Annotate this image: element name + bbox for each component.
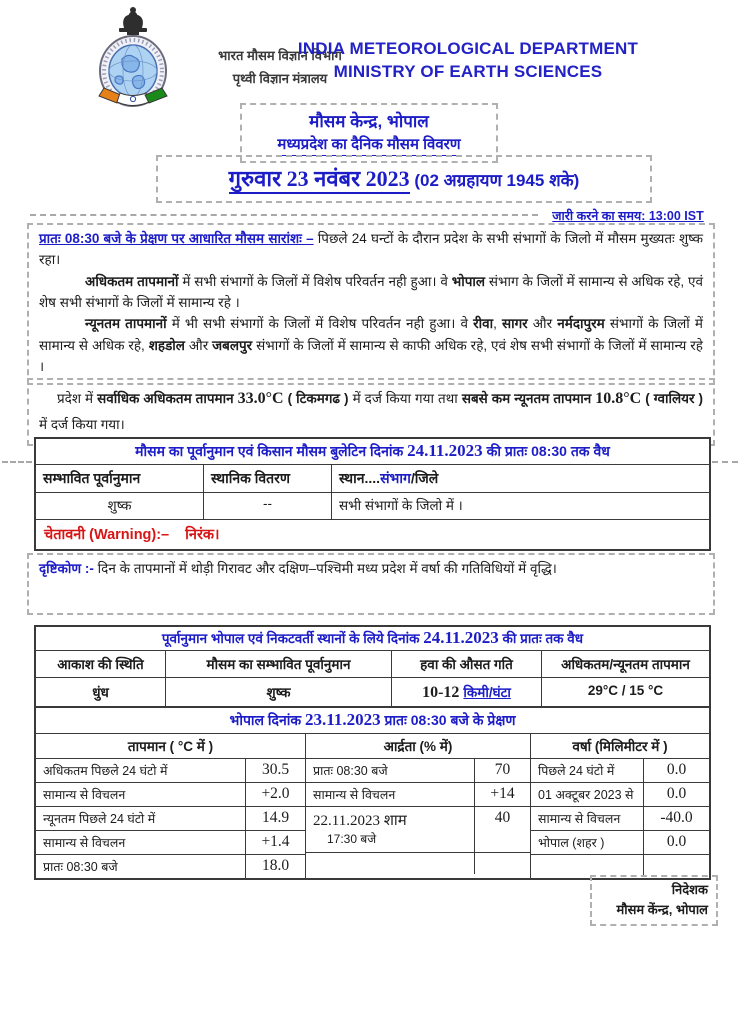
humidity-evening: 40	[474, 807, 530, 852]
office-title: मौसम केन्द्र, भोपाल	[309, 112, 429, 131]
local-forecast-table	[34, 625, 711, 710]
table-row: सामान्य से विचलन -40.0	[531, 806, 709, 830]
warning-label: चेतावनी (Warning):–	[44, 527, 170, 543]
division-rewa: रीवा	[473, 316, 494, 332]
outlook-text: दिन के तापमानों में थोड़ी गिरावट और दक्षिण–पश्चिमी मध्य प्रदेश में वर्षा की गतिविधियों में वृद्धि।	[93, 561, 557, 576]
col-expected-weather: मौसम का सम्भावित पूर्वानुमान	[166, 651, 392, 677]
table-row: पिछले 24 घंटो में 0.0	[531, 758, 709, 782]
bulletin-title: मध्यप्रदेश का दैनिक मौसम विवरण	[277, 134, 460, 156]
highest-max-temp-value: 33.0°C	[237, 390, 284, 407]
local-forecast-title: पूर्वानुमान भोपाल एवं निकटवर्ती स्थानों के लिये दिनांक 24.11.2023 की प्रातः तक वैध	[36, 627, 709, 651]
max-temp-24h: 30.5	[245, 759, 305, 782]
col-wind-speed: हवा की औसत गति	[392, 651, 542, 677]
summary-paragraph-1	[39, 228, 703, 271]
signature-block	[590, 875, 718, 926]
local-valid-date: 24.11.2023	[423, 628, 499, 647]
division-bhopal: भोपाल	[451, 273, 486, 289]
observations-table	[34, 706, 711, 880]
highest-max-temp-station: ( टिकमगढ )	[283, 391, 353, 406]
humidity-group	[306, 734, 531, 878]
signature-office: मौसम केंन्द्र, भोपाल	[616, 902, 708, 918]
forecast-data-row	[36, 492, 709, 519]
evening-time: 17:30 बजे	[327, 832, 377, 846]
rain-since-oct: 0.0	[643, 783, 709, 806]
table-row: प्रातः 08:30 बजे 70	[306, 758, 530, 782]
forecast-place: सभी संभागों के जिलो में ।	[339, 498, 463, 513]
wind-speed-unit: किमी/घंटा	[463, 685, 511, 700]
temperature-group	[36, 734, 306, 878]
max-min-temp-value: 29°C / 15 °C	[587, 683, 664, 698]
highest-max-temp-label: सर्वाधिक अधिकतम तापमान	[97, 391, 238, 406]
rainfall-group	[531, 734, 709, 878]
forecast-weather: शुष्क	[36, 493, 204, 519]
col-place: स्थान....संभाग/जिले	[339, 470, 439, 486]
summary-paragraph-2: अधिकतम तापमानों में सभी संभागों के जिलों में विशेष परिवर्तन नही हुआ। वे भोपाल संभाग के जिलों में सामान्य से अधिक रहे, एवं शेष सभी संभागों के जिलों में सामान्य रहे ।	[39, 273, 703, 310]
local-data-row	[36, 677, 709, 708]
empty-row	[531, 854, 709, 876]
warning-value: निरंक।	[185, 527, 220, 543]
bulletin-date: गुरुवार 23 नवंबर 2023	[229, 166, 410, 194]
empty-row	[306, 852, 530, 874]
org-title-english	[292, 38, 644, 84]
outlook-section	[27, 553, 715, 615]
max-temp-label: अधिकतम तापमानों	[85, 273, 179, 289]
sky-condition-value: धुंध	[36, 678, 166, 708]
rain-24h: 0.0	[643, 759, 709, 782]
signature-designation: निदेशक	[671, 882, 708, 897]
col-max-min-temp: अधिकतम/न्यूनतम तापमान	[561, 657, 690, 672]
table-row: भोपाल (शहर ) 0.0	[531, 830, 709, 854]
org-line2: MINISTRY OF EARTH SCIENCES	[333, 61, 603, 81]
dept-line2: पृथ्वी विज्ञान मंत्रालय	[232, 71, 328, 87]
temperature-header: तापमान ( °C में )	[127, 739, 214, 754]
humidity-header: आर्द्रता (% में)	[383, 739, 453, 754]
table-row: न्यूनतम पिछले 24 घंटो में 14.9	[36, 806, 305, 830]
table-row: प्रातः 08:30 बजे 18.0	[36, 854, 305, 878]
forecast-header-row	[36, 465, 709, 492]
table-row: सामान्य से विचलन +1.4	[36, 830, 305, 854]
division-shahdol: शहडोल	[148, 337, 185, 353]
dept-line1: भारत मौसम विज्ञान विभाग	[218, 48, 342, 63]
outlook-label: दृष्टिकोण :-	[39, 561, 94, 576]
imd-emblem-icon	[86, 4, 180, 118]
division-narmadapuram: नर्मदापुरम	[557, 316, 605, 332]
observation-groups	[36, 734, 709, 878]
rain-departure: -40.0	[643, 807, 709, 830]
division-sagar: सागर	[501, 316, 528, 332]
table-row: 22.11.2023 शाम 17:30 बजे 40	[306, 806, 530, 852]
table-row: सामान्य से विचलन +14	[306, 782, 530, 806]
local-header-row	[36, 651, 709, 677]
col-expected-forecast: सम्भावित पूर्वानुमान	[36, 465, 204, 492]
lowest-min-temp-station: ( ग्वालियर )	[641, 391, 704, 406]
lowest-min-temp-value: 10.8°C	[595, 390, 642, 407]
rain-bhopal-city: 0.0	[643, 831, 709, 854]
org-line1: INDIA METEOROLOGICAL DEPARTMENT	[297, 39, 639, 58]
min-temp-label: न्यूनतम तापमानों	[85, 316, 167, 332]
summary-paragraph-3: न्यूनतम तापमानों में भी सभी संभागों के जिलों में विशेष परिवर्तन नही हुआ। वे रीवा, सागर और नर्मदापुरम संभागों के जिलों में सामान्य से अधिक रहे, शहडोल और जबलपुर संभागों के जिलों में सामान्य से काफी अधिक रहे, एवं शेष सभी संभागों के जिलों में सामान्य रहे ।	[39, 316, 703, 374]
issue-time: जारी करने का समय: 13:00 IST	[552, 209, 704, 223]
min-temp-24h: 14.9	[245, 807, 305, 830]
forecast-distribution: --	[204, 493, 332, 519]
humidity-0830: 70	[474, 759, 530, 782]
observation-date: 23.11.2023	[305, 710, 381, 729]
masthead-box	[240, 103, 498, 163]
table-row: सामान्य से विचलन +2.0	[36, 782, 305, 806]
bulletin-date-box	[156, 155, 652, 203]
division-jabalpur: जबलपुर	[212, 337, 253, 353]
weather-value: शुष्क	[166, 678, 392, 708]
max-temp-departure: +2.0	[245, 783, 305, 806]
wind-value-cell	[392, 678, 542, 708]
wind-speed-value: 10-12	[422, 684, 464, 701]
temperature-extremes-section: प्रदेश में सर्वाधिक अधिकतम तापमान 33.0°C ( टिकमगढ ) में दर्ज किया गया तथा सबसे कम न्यूनतम तापमान 10.8°C ( ग्वालियर ) में दर्ज किया गया।	[27, 378, 715, 446]
dashed-divider	[712, 461, 738, 463]
col-sky-condition: आकाश की स्थिति	[36, 651, 166, 677]
warning-row	[36, 519, 709, 549]
saka-date: (02 अग्रहायण 1945 शके)	[409, 171, 580, 190]
weather-summary-section	[27, 223, 715, 385]
forecast-valid-date: 24.11.2023	[407, 441, 483, 460]
summary-heading: प्रातः 08:30 बजे के प्रेक्षण पर आधारित मौसम सारांशः –	[39, 231, 314, 246]
dashed-divider	[2, 461, 32, 463]
min-temp-departure: +1.4	[245, 831, 305, 854]
rainfall-header: वर्षा (मिलिमीटर में )	[572, 739, 668, 754]
observations-title: भोपाल दिनांक 23.11.2023 प्रातः 08:30 बजे के प्रेक्षण	[36, 708, 709, 734]
humidity-departure: +14	[474, 783, 530, 806]
temp-0830: 18.0	[245, 855, 305, 878]
forecast-table-title: मौसम का पूर्वानुमान एवं किसान मौसम बुलेटिन दिनांक 24.11.2023 की प्रातः 08:30 तक वैध	[36, 439, 709, 465]
forecast-table	[34, 437, 711, 551]
summary-text-1: पिछले 24 घन्टों के दौरान प्रदेश के सभी संभागों के जिलो में मौसम मुख्यतः शुष्क रहा।	[39, 231, 704, 268]
col-spatial-distribution: स्थानिक वितरण	[204, 465, 332, 492]
lowest-min-temp-label: सबसे कम न्यूनतम तापमान	[461, 391, 596, 406]
table-row: 01 अक्टूबर 2023 से 0.0	[531, 782, 709, 806]
dashed-divider	[30, 214, 538, 216]
table-row: अधिकतम पिछले 24 घंटो में 30.5	[36, 758, 305, 782]
ashoka-capital	[119, 7, 147, 35]
